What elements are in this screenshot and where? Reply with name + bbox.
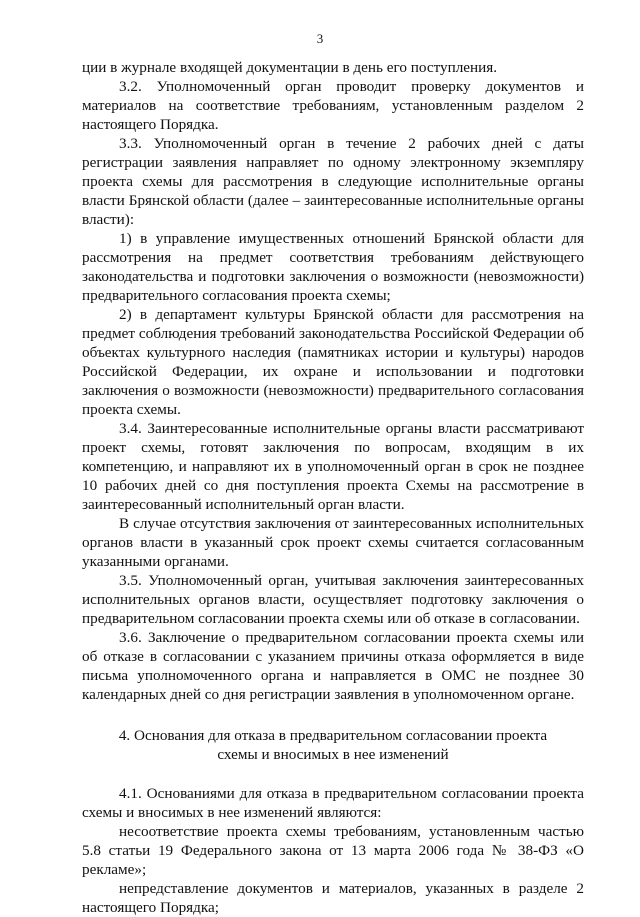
paragraph-3-6: 3.6. Заключение о предварительном согласовании проекта схемы или об отказе в согласовании с указанием причины отказа оформляется в виде письма уполномоченного органа и направляется в ОМС не позднее 30 календарных дней со дня регистрации заявления в уполномоченном органе.: [82, 629, 584, 703]
section-heading: [82, 726, 584, 764]
paragraph-3-2: 3.2. Уполномоченный орган проводит проверку документов и материалов на соответствие требованиям, установленным разделом 2 настоящего Порядка.: [82, 78, 584, 133]
paragraph-continuation: ции в журнале входящей документации в день его поступления.: [82, 59, 498, 76]
section-heading-line-1: 4. Основания для отказа в предварительном согласовании проекта: [118, 727, 548, 744]
paragraph-3-4: 3.4. Заинтересованные исполнительные органы власти рассматривают проект схемы, готовят заключения по вопросам, входящим в их компетенцию, и направляют их в уполномоченный орган в срок не позднее 10 рабочих дней со дня поступления проекта Схемы на рассмотрение в заинтересованный исполнительный орган власти.: [82, 420, 584, 513]
document-body: [82, 58, 584, 917]
section-heading-line-2: схемы и вносимых в нее изменений: [217, 746, 449, 763]
paragraph-no-conclusion: В случае отсутствия заключения от заинтересованных исполнительных органов власти в указанный срок проект схемы считается согласованным указанными органами.: [82, 515, 584, 570]
paragraph-3-3: 3.3. Уполномоченный орган в течение 2 рабочих дней с даты регистрации заявления направляет по одному электронному экземпляру проекта схемы для рассмотрения в следующие исполнительные органы власти Брянской области (далее – заинтересованные исполнительные органы власти):: [82, 135, 584, 228]
reason-item-2: непредставление документов и материалов, указанных в разделе 2 настоящего Порядка;: [82, 880, 584, 916]
paragraph-4-1: 4.1. Основаниями для отказа в предварительном согласовании проекта схемы и вносимых в нее изменений являются:: [82, 785, 584, 821]
reason-item-1: несоответствие проекта схемы требованиям, установленным частью 5.8 статьи 19 Федерального закона от 13 марта 2006 года № 38-ФЗ «О рекламе»;: [82, 823, 584, 878]
paragraph-3-5: 3.5. Уполномоченный орган, учитывая заключения заинтересованных исполнительных органов власти, осуществляет подготовку заключения о предварительном согласовании проекта схемы или об отказе в согласовании.: [82, 572, 584, 627]
list-item-2: 2) в департамент культуры Брянской области для рассмотрения на предмет соблюдения требований законодательства Российской Федерации об объектах культурного наследия (памятниках истории и культуры) народов Российской Федерации, их охране и использовании и подготовки заключения о возможности (невозможности) предварительного согласования проекта схемы.: [82, 306, 584, 418]
list-item-1: 1) в управление имущественных отношений Брянской области для рассмотрения на предмет соответствия требованиям действующего законодательства и подготовки заключения о возможности (невозможности) предварительного согласования проекта схемы;: [82, 230, 584, 304]
page-number: 3: [316, 31, 324, 46]
